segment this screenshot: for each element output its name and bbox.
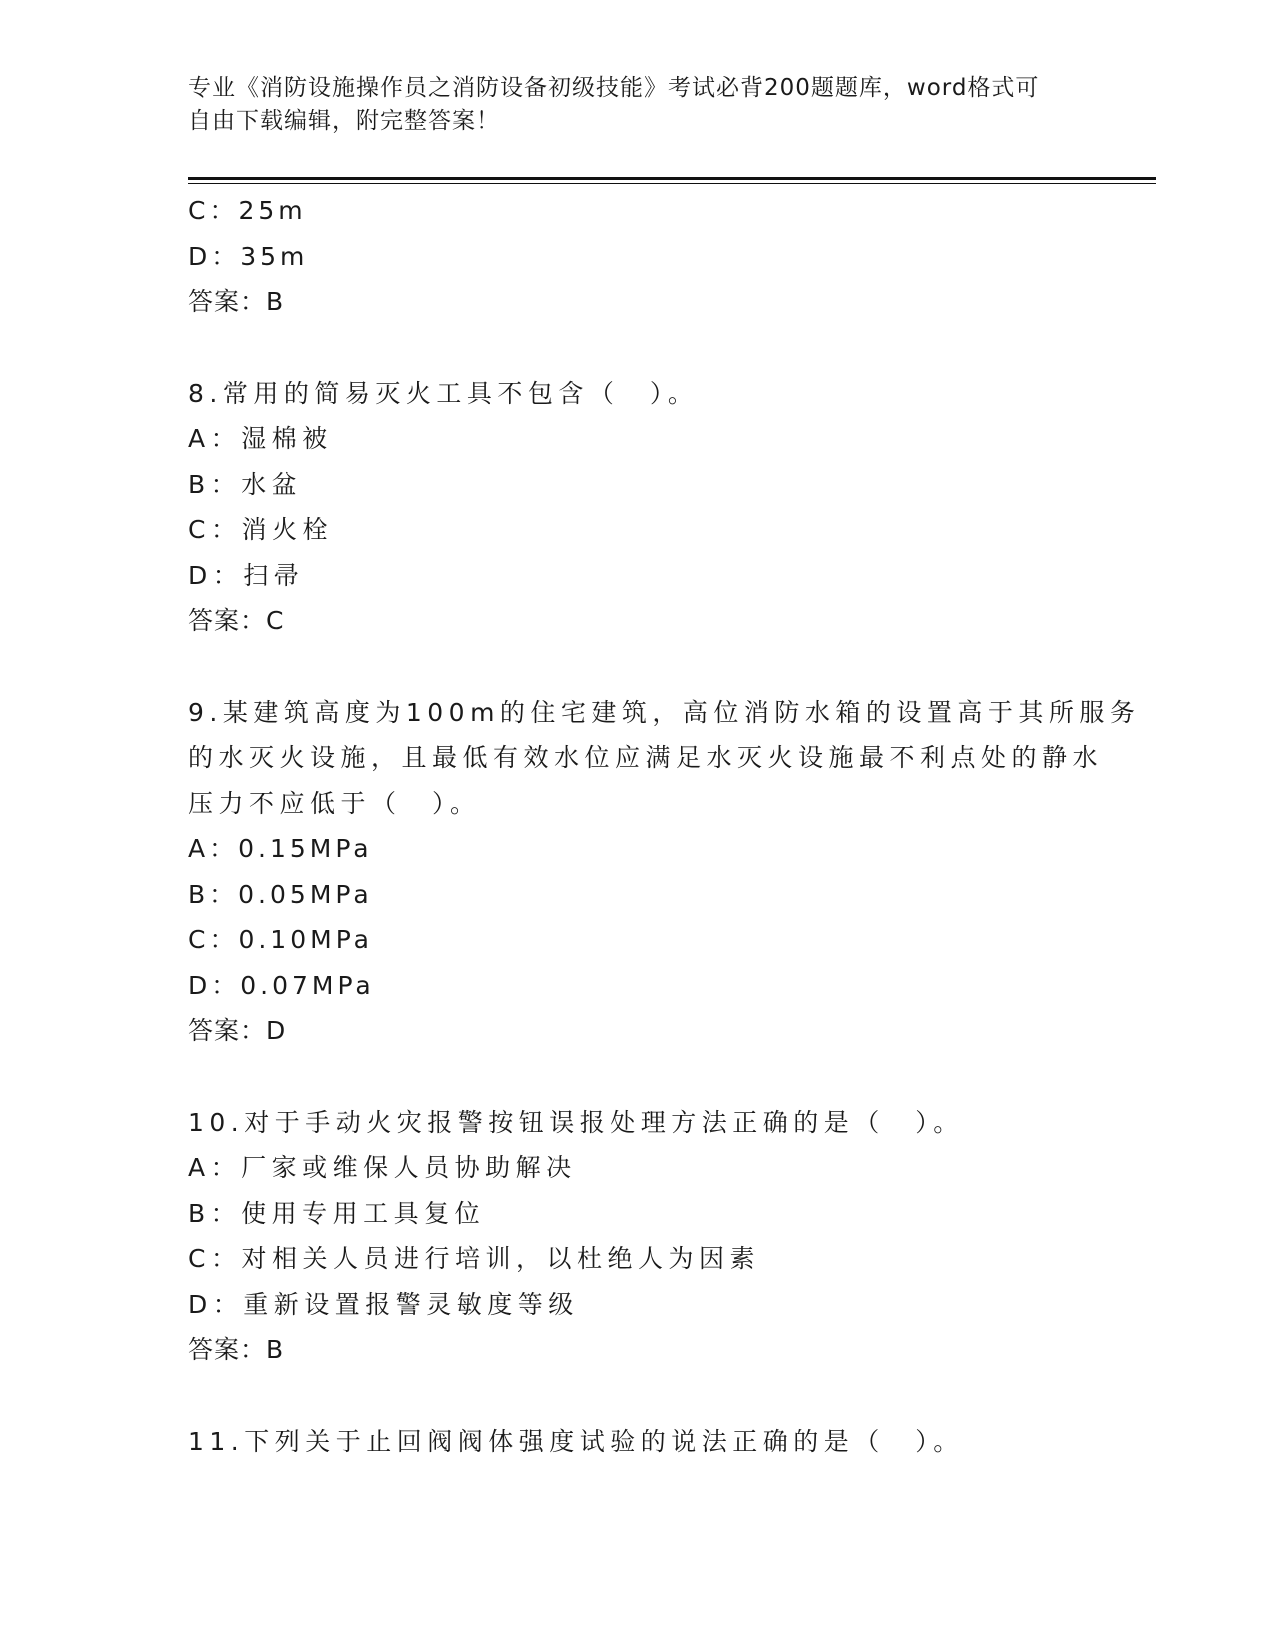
- header-title-line-1: 专业《消防设施操作员之消防设备初级技能》考试必背200题题库，word格式可: [188, 75, 1040, 101]
- option-c: C：25m: [188, 196, 307, 225]
- option-a: A：厂家或维保人员协助解决: [188, 1153, 577, 1182]
- question-stem-line-2: 的水灭火设施，且最低有效水位应满足水灭火设施最不利点处的静水: [188, 743, 1104, 772]
- answer-label: 答案：B: [188, 287, 285, 316]
- option-b: B：0.05MPa: [188, 879, 373, 909]
- question-9: [188, 690, 1141, 1054]
- question-11: [188, 1419, 1088, 1465]
- answer-label: 答案：C: [188, 606, 285, 635]
- question-stem-line-1: 9.某建筑高度为100m的住宅建筑，高位消防水箱的设置高于其所服务: [188, 697, 1141, 727]
- option-d: D：35m: [188, 241, 309, 271]
- option-b: B：使用专用工具复位: [188, 1198, 486, 1228]
- document-header: [188, 72, 1088, 138]
- option-a: A：0.15MPa: [188, 834, 373, 863]
- header-title-line-2: 自由下载编辑，附完整答案！: [188, 108, 500, 134]
- answer-label: 答案：B: [188, 1335, 285, 1364]
- option-d: D：0.07MPa: [188, 970, 375, 1000]
- question-stem-line-3: 压力不应低于（ ）。: [188, 788, 481, 818]
- option-c: C：对相关人员进行培训，以杜绝人为因素: [188, 1244, 760, 1273]
- question-10: [188, 1100, 1088, 1373]
- question-stem: 11.下列关于止回阀阀体强度试验的说法正确的是（ ）。: [188, 1426, 964, 1456]
- question-list: [188, 188, 1141, 1464]
- header-divider-thick: [188, 177, 1156, 180]
- answer-label: 答案：D: [188, 1016, 287, 1045]
- option-c: C：0.10MPa: [188, 925, 373, 954]
- option-a: A：湿棉被: [188, 424, 333, 453]
- header-divider-thin: [188, 183, 1156, 184]
- question-7-tail: [188, 188, 1088, 325]
- spacer: [188, 325, 1088, 371]
- option-d: D：重新设置报警灵敏度等级: [188, 1289, 579, 1319]
- question-stem: 8.常用的简易灭火工具不包含（ ）。: [188, 378, 699, 408]
- question-8: [188, 371, 1088, 644]
- question-stem: 10.对于手动火灾报警按钮误报处理方法正确的是（ ）。: [188, 1107, 964, 1137]
- spacer: [188, 1054, 1088, 1100]
- option-d: D：扫帚: [188, 560, 305, 590]
- spacer: [188, 1373, 1088, 1419]
- option-b: B：水盆: [188, 469, 303, 499]
- spacer: [188, 644, 1088, 690]
- option-c: C：消火栓: [188, 515, 333, 544]
